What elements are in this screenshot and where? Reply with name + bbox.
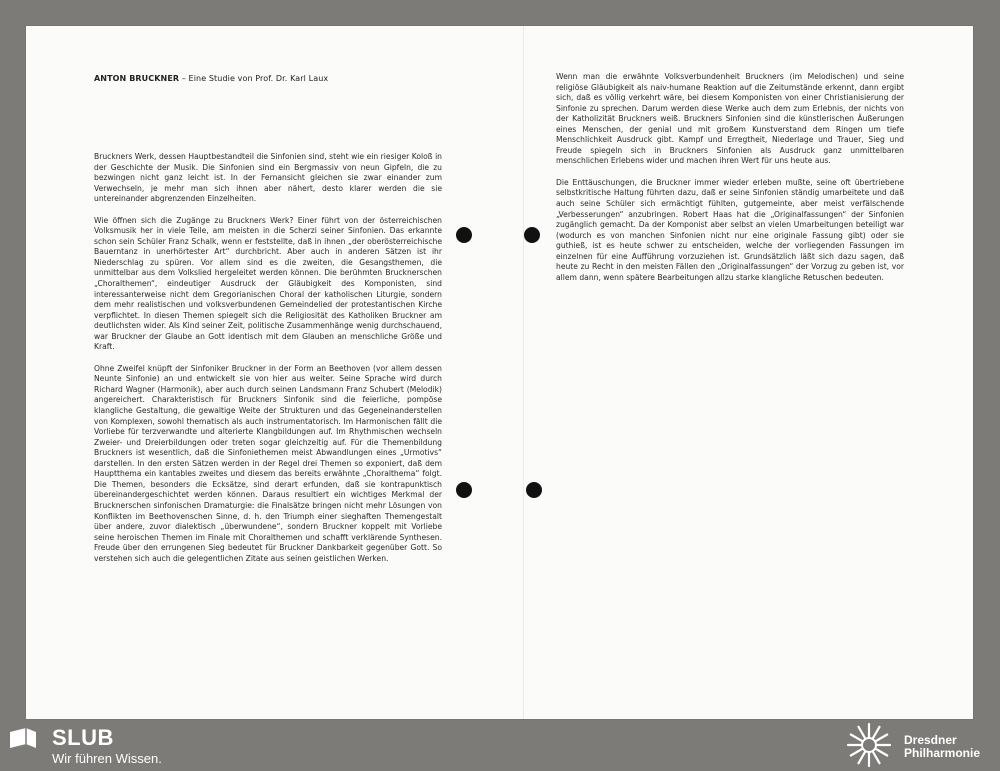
paragraph: Wenn man die erwähnte Volksverbundenheit Bruckners (im Melodischen) und seine religiöse Gläubigkeit als naiv-humane Reaktion auf die Zeitumstände erkennt, dann ergibt sich, daß es völlig verkehrt wäre, bei diesem Komponisten von einer Christianisierung der Sinfonie zu sprechen. Darum werden diese Werke auch dem zum Erlebnis, der nichts von der Katholizität Bruckners weiß. Bruckners Sinfonien sind die künstlerischen Äußerungen eines Menschen, der genial und mit großem Kunstverstand dem Ringen um tiefe Menschlichkeit Ausdruck gibt. Kampf und Erregtheit, Niederlage und Trauer, Sieg und Freude spiegeln sich in Bruckners Sinfonien als Ausdruck ganz unmittelbaren menschlichen Erlebens wider und machen ihren Wert für uns heute aus. <box>556 72 904 166</box>
philharmonie-name-line1: Dresdner <box>904 733 957 747</box>
paragraph: Ohne Zweifel knüpft der Sinfoniker Bruckner in der Form an Beethoven (vor allem dessen Neunte Sinfonie) an und entwickelt sie von hier aus weiter. Seine Sprache wird durch Richard Wagner (Harmonik), aber auch durch seinen Landsmann Franz Schubert (Melodik) angereichert. Charakteristisch für Bruckners Sinfonik sind die feierliche, pompöse klangliche Gestaltung, die gewaltige Weite der Strukturen und das Gegeneinanderstellen von Komplexen, sowohl thematisch als auch instrumentatorisch. Im Harmonischen fällt die Vorliebe für terzverwandte und alterierte Klangbildungen auf. Im Rhythmischen wechseln Zweier- und Dreierbildungen oder treten sogar gleichzeitig auf. Für die Themenbildung Bruckners ist wesentlich, daß die Sinfoniethemen meist Abwandlungen eines „Urmotivs“ darstellen. In den ersten Sätzen werden in der Regel drei Themen so exponiert, daß dem Hauptthema ein kantables zweites und diesem das bereits erwähnte „Choralthema“ folgt. Die Themen, besonders die Ecksätze, sind derart erfunden, daß sie kontrapunktisch übereinandergeschichtet werden können. Daraus resultiert ein wichtiges Merkmal der Brucknerschen sinfonischen Dramaturgie: die Finalsätze bringen nicht mehr Lösungen von Konflikten im Beethovenschen Sinne, d. h. den Triumph einer sieghaften Themengestalt über andere, zuvor dialektisch „überwundene“, sondern Bruckner koppelt mit Vorliebe seine heroischen Themen im Finale mit Choralthemen und schafft verklärende Synthesen. Freude über den errungenen Sieg bedeutet für Bruckner Dankbarkeit gegenüber Gott. So verstehen sich auch die gelegentlichen Zitate aus seinen geistlichen Werken. <box>94 363 442 563</box>
paragraph: Wie öffnen sich die Zugänge zu Bruckners Werk? Einer führt von der österreichischen Volksmusik her in viele Teile, am meisten in die Scherzi seiner Sinfonien. Das erkannte schon sein Schüler Franz Schalk, wenn er feststellte, daß in ihnen „der oberösterreichische Bauerntanz in unerhörtester Art“ durchbricht. Aber auch in anderen Sätzen ist ihr Niederschlag zu spüren. Vor allem sind es die zweiten, die Gesangsthemen, die unmittelbar aus dem Volkslied hergeleitet werden können. Die berühmten Brucknerschen „Choralthemen“, eindeutiger Ausdruck der Gläubigkeit des Komponisten, sind interessanterweise nicht dem Gregorianischen Choral der katholischen Liturgie, sondern dem mehr realistischen und volksverbundenen Gemeindelied der protestantischen Kirche verpflichtet. In diesen Themen spiegelt sich die Religiosität des Katholiken Bruckner am deutlichsten wider. Als Kind seiner Zeit, politische Zusammenhänge wenig durchschauend, war Bruckner der Glaube an Gott identisch mit dem Glauben an menschliche Größe und Kraft. <box>94 215 442 352</box>
page-fold <box>523 26 524 719</box>
library-slogan: Wir führen Wissen. <box>52 751 162 766</box>
title-author: ANTON BRUCKNER <box>94 74 180 83</box>
punch-hole <box>524 227 540 243</box>
footer-bar <box>0 720 1000 771</box>
right-text-column <box>556 72 904 294</box>
title-subtitle: – Eine Studie von Prof. Dr. Karl Laux <box>179 74 329 83</box>
slub-logo-icon <box>8 726 38 750</box>
paragraph: Bruckners Werk, dessen Hauptbestandteil die Sinfonien sind, steht wie ein riesiger Koloß in der Geschichte der Musik. Die Sinfonien sind ein Bergmassiv von neun Gipfeln, die zu bezwingen nicht ganz leicht ist. In der Fernansicht gleichen sie zwar einander zum Verwechseln, je mehr man sich ihnen aber nähert, desto klarer werden die sie untereinander abgrenzenden Einzelheiten. <box>94 152 442 204</box>
article-title <box>94 74 328 83</box>
punch-hole <box>456 482 472 498</box>
paragraph: Die Enttäuschungen, die Bruckner immer wieder erleben mußte, seine oft übertriebene selbstkritische Haltung führten dazu, daß er seine Sinfonien ständig umarbeitete und daß auch seine Schüler sich ermächtigt fühlten, gutgemeinte, aber meist verfälschende „Verbesserungen“ anzubringen. Robert Haas hat die „Originalfassungen“ der Sinfonien zugänglich gemacht. Da der Komponist aber selbst an vielen Umarbeitungen beteiligt war (wodurch es von manchen Sinfonien nicht nur eine originale Fassung gibt) oder sie guthieß, ist es heute schwer zu entscheiden, welche der vorliegenden Fassungen im einzelnen für eine Aufführung vorzuziehen ist. Grundsätzlich läßt sich dazu sagen, daß heute zu Recht in den meisten Fällen den „Originalfassungen“ der Vorzug zu geben ist, vor allem dann, wenn spätere Bearbeitungen allzu starke klangliche Retuschen bedeuten. <box>556 177 904 282</box>
philharmonie-name-line2: Philharmonie <box>904 746 981 760</box>
left-text-column <box>94 152 442 575</box>
punch-hole <box>456 227 472 243</box>
philharmonie-name <box>904 734 980 760</box>
philharmonie-logo-icon <box>846 722 892 768</box>
library-name: SLUB <box>52 725 114 750</box>
document-page <box>26 26 973 719</box>
punch-hole <box>526 482 542 498</box>
